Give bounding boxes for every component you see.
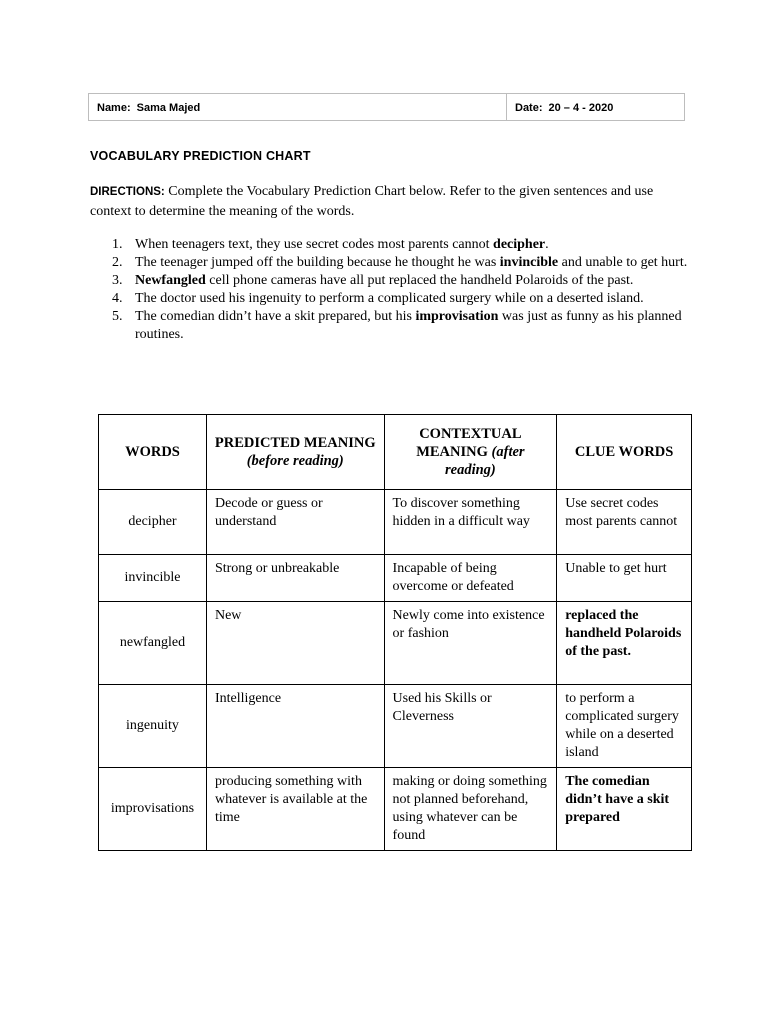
word-cell: ingenuity — [99, 685, 207, 768]
contextual-cell[interactable]: Newly come into existence or fashion — [384, 602, 557, 685]
word-cell: newfangled — [99, 602, 207, 685]
sentence-item — [90, 290, 690, 308]
sentence-text: The teenager jumped off the building because he thought he was — [135, 255, 500, 270]
sentence-item — [90, 236, 690, 254]
name-cell — [89, 94, 507, 120]
clue-cell[interactable]: The comedian didn’t have a skit prepared — [557, 768, 692, 851]
sentence-text: The doctor used his ingenuity to perform a complicated surgery while on a deserted island. — [135, 291, 644, 306]
header-words: WORDS — [99, 415, 207, 490]
contextual-cell[interactable]: Incapable of being overcome or defeated — [384, 555, 557, 602]
sentence-item — [90, 254, 690, 272]
table-row — [99, 768, 692, 851]
sentence-keyword: decipher — [493, 237, 546, 252]
sentence-number: 4. — [112, 291, 123, 306]
directions-paragraph — [90, 182, 690, 221]
sentence-number: 1. — [112, 237, 123, 252]
sentence-number: 3. — [112, 273, 123, 288]
sentence-list — [90, 236, 690, 344]
table-row — [99, 602, 692, 685]
date-label: Date: — [515, 102, 543, 114]
page-title: VOCABULARY PREDICTION CHART — [90, 149, 311, 163]
header-clue-words: CLUE WORDS — [557, 415, 692, 490]
clue-cell[interactable]: Unable to get hurt — [557, 555, 692, 602]
clue-cell[interactable]: replaced the handheld Polaroids of the past. — [557, 602, 692, 685]
table-row — [99, 490, 692, 555]
header-contextual-meaning: CONTEXTUAL MEANING (after reading) — [384, 415, 557, 490]
directions-text: Complete the Vocabulary Prediction Chart below. Refer to the given sentences and use context to determine the meaning of the words. — [90, 184, 654, 219]
date-cell — [507, 94, 684, 120]
clue-cell[interactable]: Use secret codes most parents cannot — [557, 490, 692, 555]
predicted-cell[interactable]: New — [206, 602, 384, 685]
predicted-cell[interactable]: Decode or guess or understand — [206, 490, 384, 555]
name-label: Name: — [97, 102, 131, 114]
sentence-text: When teenagers text, they use secret codes most parents cannot — [135, 237, 494, 252]
table-header-row — [99, 415, 692, 490]
sentence-text: . — [545, 237, 549, 252]
sentence-keyword: Newfangled — [135, 273, 206, 288]
word-cell: decipher — [99, 490, 207, 555]
sentence-number: 5. — [112, 309, 123, 324]
sentence-keyword: improvisation — [415, 309, 499, 324]
date-value: 20 – 4 - 2020 — [548, 102, 614, 114]
word-cell: invincible — [99, 555, 207, 602]
sentence-text: The comedian didn’t have a skit prepared, but his — [135, 309, 416, 324]
word-cell: improvisations — [99, 768, 207, 851]
table-row — [99, 685, 692, 768]
contextual-cell[interactable]: making or doing something not planned beforehand, using whatever can be found — [384, 768, 557, 851]
sentence-item — [90, 272, 690, 290]
sentence-keyword: invincible — [499, 255, 559, 270]
vocabulary-table — [98, 414, 692, 851]
student-info-box — [88, 93, 685, 121]
header-predicted-meaning: PREDICTED MEANING (before reading) — [206, 415, 384, 490]
clue-cell[interactable]: to perform a complicated surgery while on a deserted island — [557, 685, 692, 768]
name-value: Sama Majed — [136, 102, 201, 114]
contextual-cell[interactable]: To discover something hidden in a difficult way — [384, 490, 557, 555]
sentence-number: 2. — [112, 255, 123, 270]
predicted-cell[interactable]: producing something with whatever is available at the time — [206, 768, 384, 851]
predicted-cell[interactable]: Strong or unbreakable — [206, 555, 384, 602]
sentence-text: was just as funny as his planned routines. — [135, 309, 682, 342]
sentence-text: cell phone cameras have all put replaced the handheld Polaroids of the past. — [205, 273, 634, 288]
contextual-cell[interactable]: Used his Skills or Cleverness — [384, 685, 557, 768]
sentence-item — [90, 308, 690, 344]
sentence-text: and unable to get hurt. — [558, 255, 688, 270]
predicted-cell[interactable]: Intelligence — [206, 685, 384, 768]
directions-label: DIRECTIONS: — [90, 186, 165, 198]
table-row — [99, 555, 692, 602]
